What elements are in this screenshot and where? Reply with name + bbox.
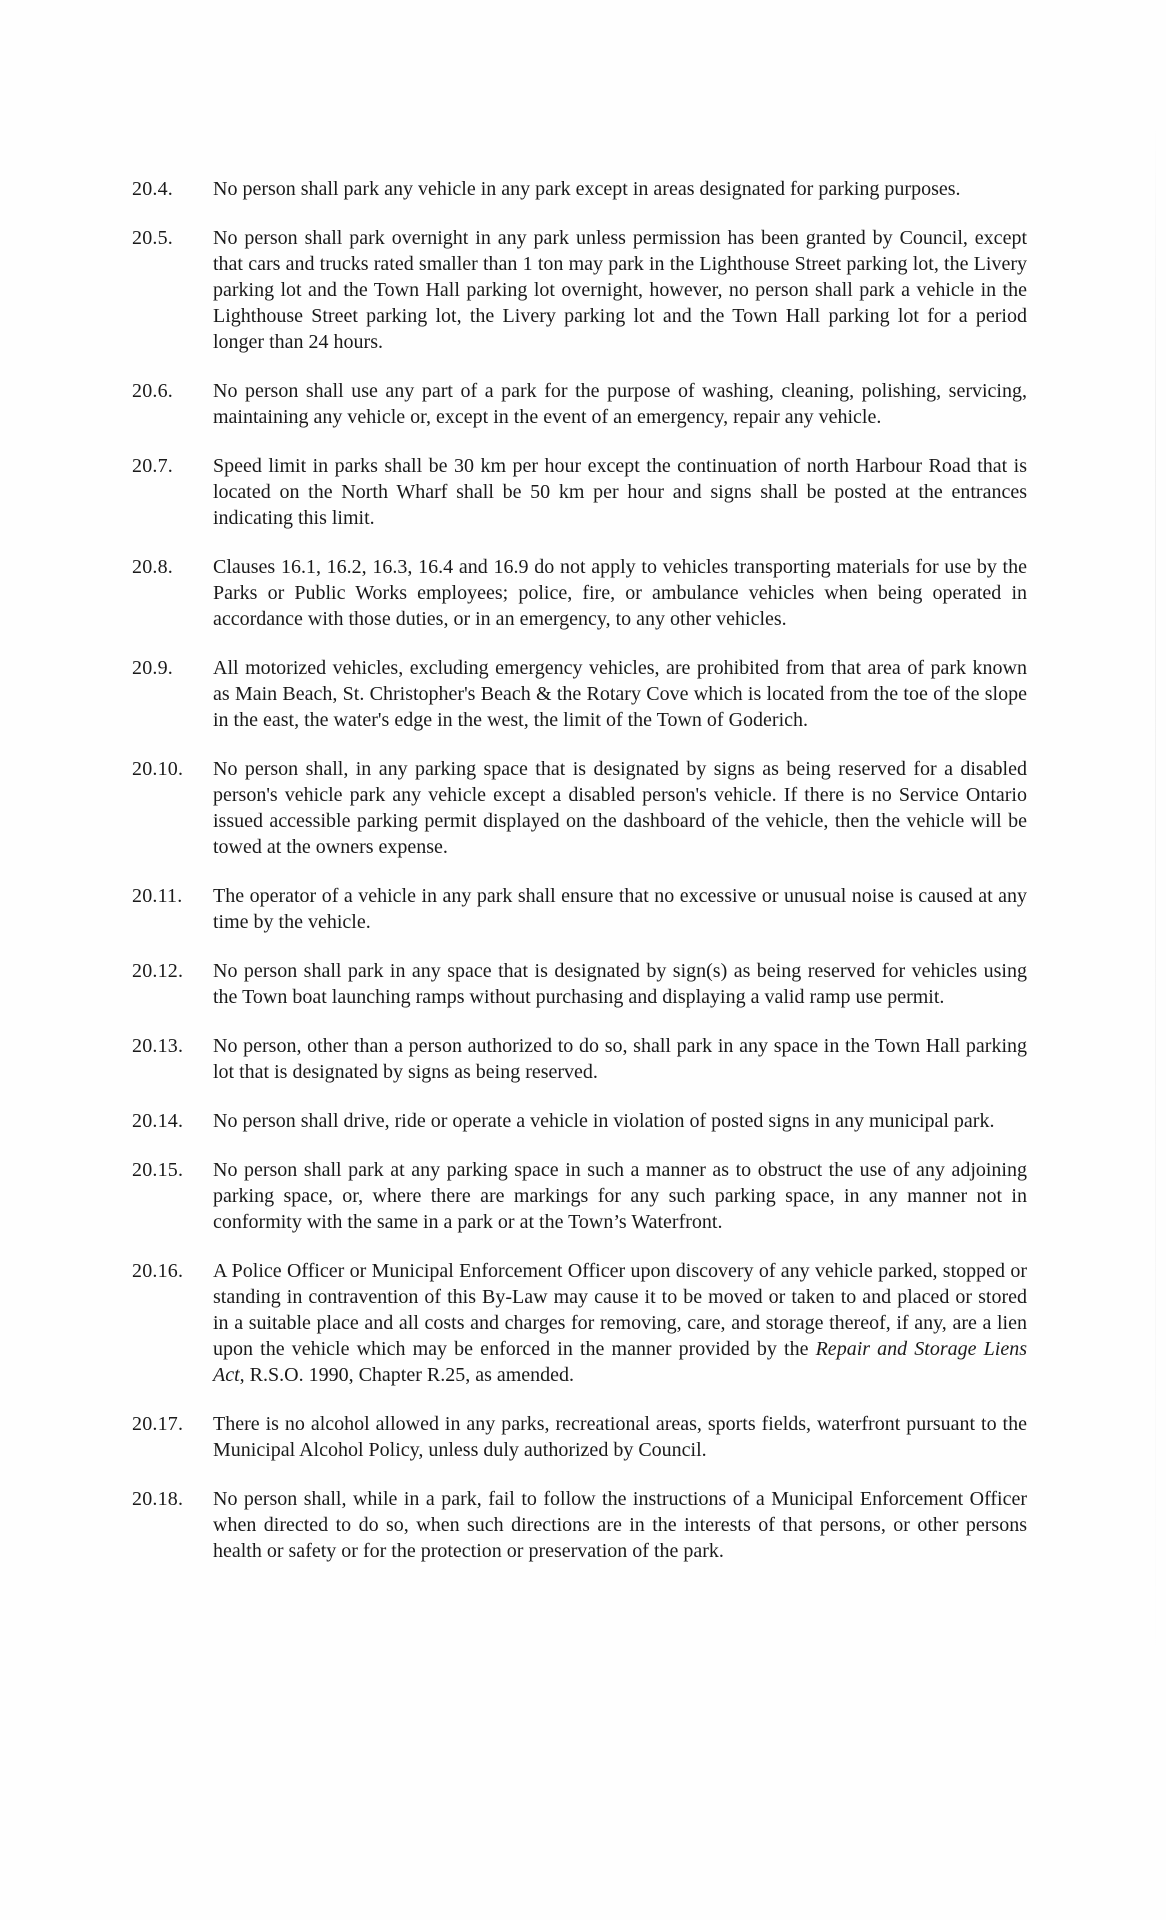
clause-text: No person, other than a person authorized to do so, shall park in any space in the Town Hall parking lot that is designated by signs as being reserved. xyxy=(213,1035,1027,1083)
clause-text: Clauses 16.1, 16.2, 16.3, 16.4 and 16.9 do not apply to vehicles transporting materials for use by the Parks or Public Works employees; police, fire, or ambulance vehicles when being operated in accordance with those duties, or in an emergency, to any other vehicles. xyxy=(213,556,1027,630)
clause-item xyxy=(132,1108,1027,1134)
scan-edge-shadow xyxy=(1155,120,1156,1680)
clause-text-lead: A Police Officer or Municipal Enforcement Officer upon discovery of any vehicle parked, stopped or standing in contravention of this By-Law may cause it to be moved or taken to and placed or stored in a suitable place and all costs and charges for removing, care, and storage thereof, if any, are a lien upon the vehicle which may be enforced in the manner provided by the xyxy=(213,1260,1027,1360)
clause-item xyxy=(132,554,1027,632)
clause-text: No person shall park in any space that is designated by sign(s) as being reserved for vehicles using the Town boat launching ramps without purchasing and displaying a valid ramp use permit. xyxy=(213,960,1027,1008)
clause-item xyxy=(132,378,1027,430)
clause-number: 20.13. xyxy=(132,1035,184,1057)
clause-item xyxy=(132,756,1027,860)
clause-text: Speed limit in parks shall be 30 km per hour except the continuation of north Harbour Road that is located on the North Wharf shall be 50 km per hour and signs shall be posted at the entrances indicating this limit. xyxy=(213,455,1027,529)
clause-text xyxy=(213,1258,1027,1388)
clause-number: 20.11. xyxy=(132,885,183,907)
clause-number: 20.7. xyxy=(132,455,173,477)
clause-item xyxy=(132,1033,1027,1085)
clause-text: No person shall park at any parking space in such a manner as to obstruct the use of any adjoining parking space, or, where there are markings for any such parking space, in any manner not in conformity with the same in a park or at the Town’s Waterfront. xyxy=(213,1159,1027,1233)
clause-number: 20.4. xyxy=(132,178,173,200)
clause-item xyxy=(132,1411,1027,1463)
clause-number: 20.15. xyxy=(132,1159,184,1181)
clause-text: All motorized vehicles, excluding emergency vehicles, are prohibited from that area of park known as Main Beach, St. Christopher's Beach & the Rotary Cove which is located from the toe of the slope in the east, the water's edge in the west, the limit of the Town of Goderich. xyxy=(213,657,1027,731)
clause-item xyxy=(132,655,1027,733)
clause-item xyxy=(132,1486,1027,1564)
clause-number: 20.10. xyxy=(132,758,184,780)
clause-item xyxy=(132,453,1027,531)
clause-text-tail: , R.S.O. 1990, Chapter R.25, as amended. xyxy=(239,1364,575,1386)
clause-number: 20.18. xyxy=(132,1488,184,1510)
clause-number: 20.6. xyxy=(132,380,173,402)
clause-text: No person shall park any vehicle in any park except in areas designated for parking purposes. xyxy=(213,178,961,200)
clause-item xyxy=(132,1258,1027,1388)
clause-number: 20.14. xyxy=(132,1110,184,1132)
clause-number: 20.8. xyxy=(132,556,173,578)
clause-item xyxy=(132,1157,1027,1235)
act-title: Repair and Storage Liens Act xyxy=(213,1338,1027,1386)
clause-number: 20.17. xyxy=(132,1413,184,1435)
clause-text: No person shall park overnight in any park unless permission has been granted by Council, except that cars and trucks rated smaller than 1 ton may park in the Lighthouse Street parking lot, the Livery parking lot and the Town Hall parking lot overnight, however, no person shall park a vehicle in the Lighthouse Street parking lot, the Livery parking lot and the Town Hall parking lot for a period longer than 24 hours. xyxy=(213,227,1027,353)
clause-text: The operator of a vehicle in any park shall ensure that no excessive or unusual noise is caused at any time by the vehicle. xyxy=(213,885,1027,933)
clause-item xyxy=(132,225,1027,355)
clause-text: No person shall use any part of a park for the purpose of washing, cleaning, polishing, servicing, maintaining any vehicle or, except in the event of an emergency, repair any vehicle. xyxy=(213,380,1027,428)
clause-item xyxy=(132,883,1027,935)
clause-number: 20.5. xyxy=(132,227,173,249)
clause-text: There is no alcohol allowed in any parks, recreational areas, sports fields, waterfront pursuant to the Municipal Alcohol Policy, unless duly authorized by Council. xyxy=(213,1413,1027,1461)
clause-number: 20.16. xyxy=(132,1260,184,1282)
clause-text: No person shall drive, ride or operate a vehicle in violation of posted signs in any municipal park. xyxy=(213,1110,995,1132)
clause-item xyxy=(132,176,1027,202)
bylaw-clause-list xyxy=(132,176,1027,1587)
clause-text: No person shall, in any parking space that is designated by signs as being reserved for a disabled person's vehicle park any vehicle except a disabled person's vehicle. If there is no Service Ontario issued accessible parking permit displayed on the dashboard of the vehicle, then the vehicle will be towed at the owners expense. xyxy=(213,758,1027,858)
clause-number: 20.9. xyxy=(132,657,173,679)
clause-number: 20.12. xyxy=(132,960,184,982)
clause-item xyxy=(132,958,1027,1010)
clause-text: No person shall, while in a park, fail to follow the instructions of a Municipal Enforcement Officer when directed to do so, when such directions are in the interests of that persons, or other persons health or safety or for the protection or preservation of the park. xyxy=(213,1488,1027,1562)
